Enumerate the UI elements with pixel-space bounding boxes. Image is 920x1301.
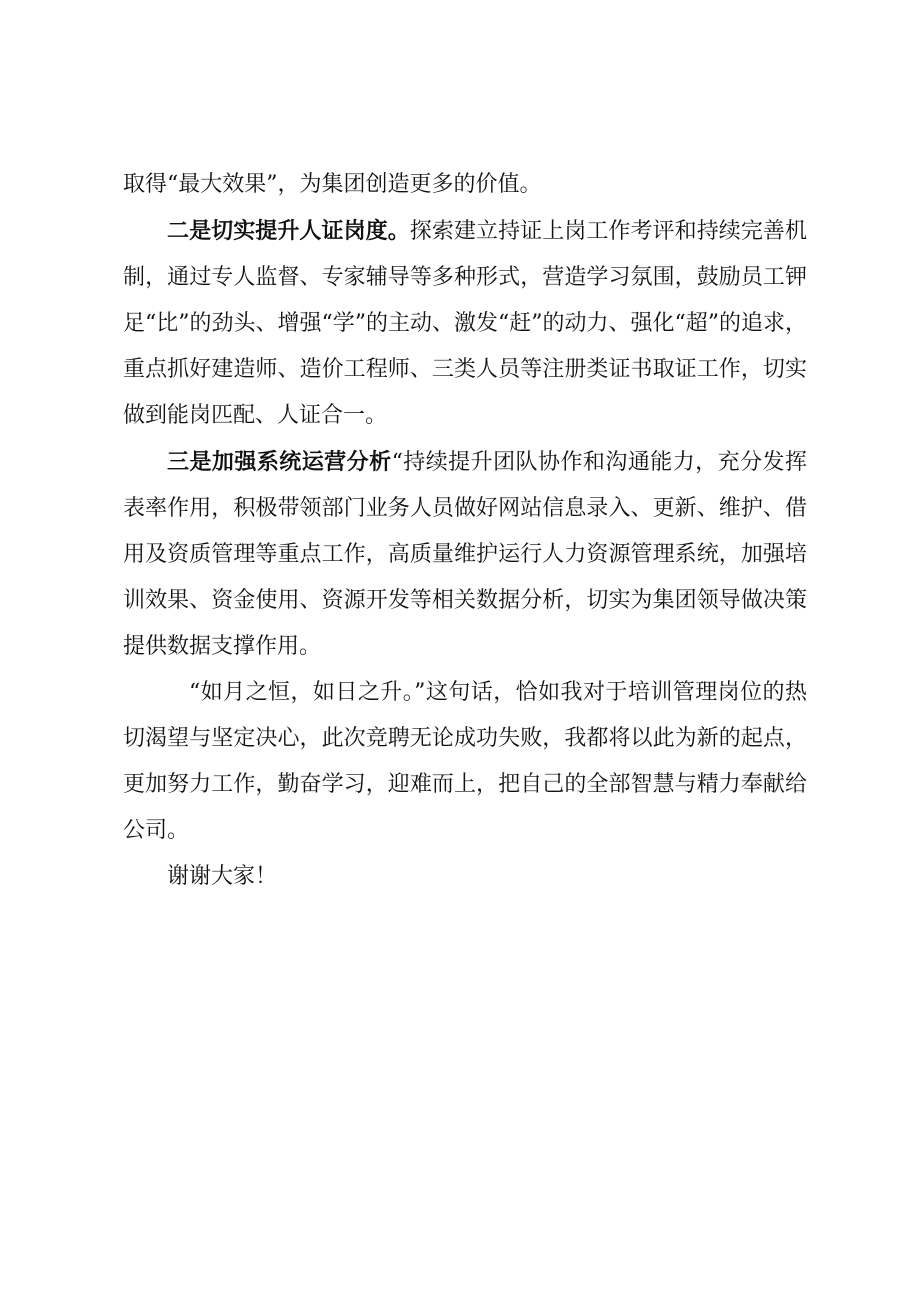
paragraph-conclusion: “如月之恒，如日之升。”这句话，恰如我对于培训管理岗位的热切渴望与坚定决心，此次竞聘无论成功失败，我都将以此为新的起点，更加努力工作，勤奋学习，迎难而上，把自己的全部智慧与精力奉献给公司。 <box>123 680 807 843</box>
paragraph-heading-certification: 二是切实提升人证岗度。 <box>167 218 410 244</box>
paragraph-body-system-analysis: “持续提升团队协作和沟通能力，充分发挥表率作用，积极带领部门业务人员做好网站信息录入、更新、维护、借用及资质管理等重点工作，高质量维护运行人力资源管理系统，加强培训效果、资金使用、资源开发等相关数据分析，切实为集团领导做决策提供数据支撑作用。 <box>123 450 807 659</box>
paragraph-body-certification: 探索建立持证上岗工作考评和持续完善机制，通过专人监督、专家辅导等多种形式，营造学习氛围，鼓励员工钾足“比”的劲头、增强“学”的主动、激发“赶”的动力、强化“超”的追求，重点抓好建造师、造价工程师、三类人员等注册类证书取证工作，切实做到能岗匹配、人证合一。 <box>123 219 807 428</box>
paragraph-certification <box>123 208 807 439</box>
paragraph-continuation: 取得“最大效果”，为集团创造更多的价值。 <box>123 172 542 197</box>
closing-thanks: 谢谢大家！ <box>167 864 278 889</box>
document-body <box>123 162 807 900</box>
paragraph-heading-system-analysis: 三是加强系统运营分析 <box>167 449 392 475</box>
paragraph-system-analysis <box>123 439 807 670</box>
